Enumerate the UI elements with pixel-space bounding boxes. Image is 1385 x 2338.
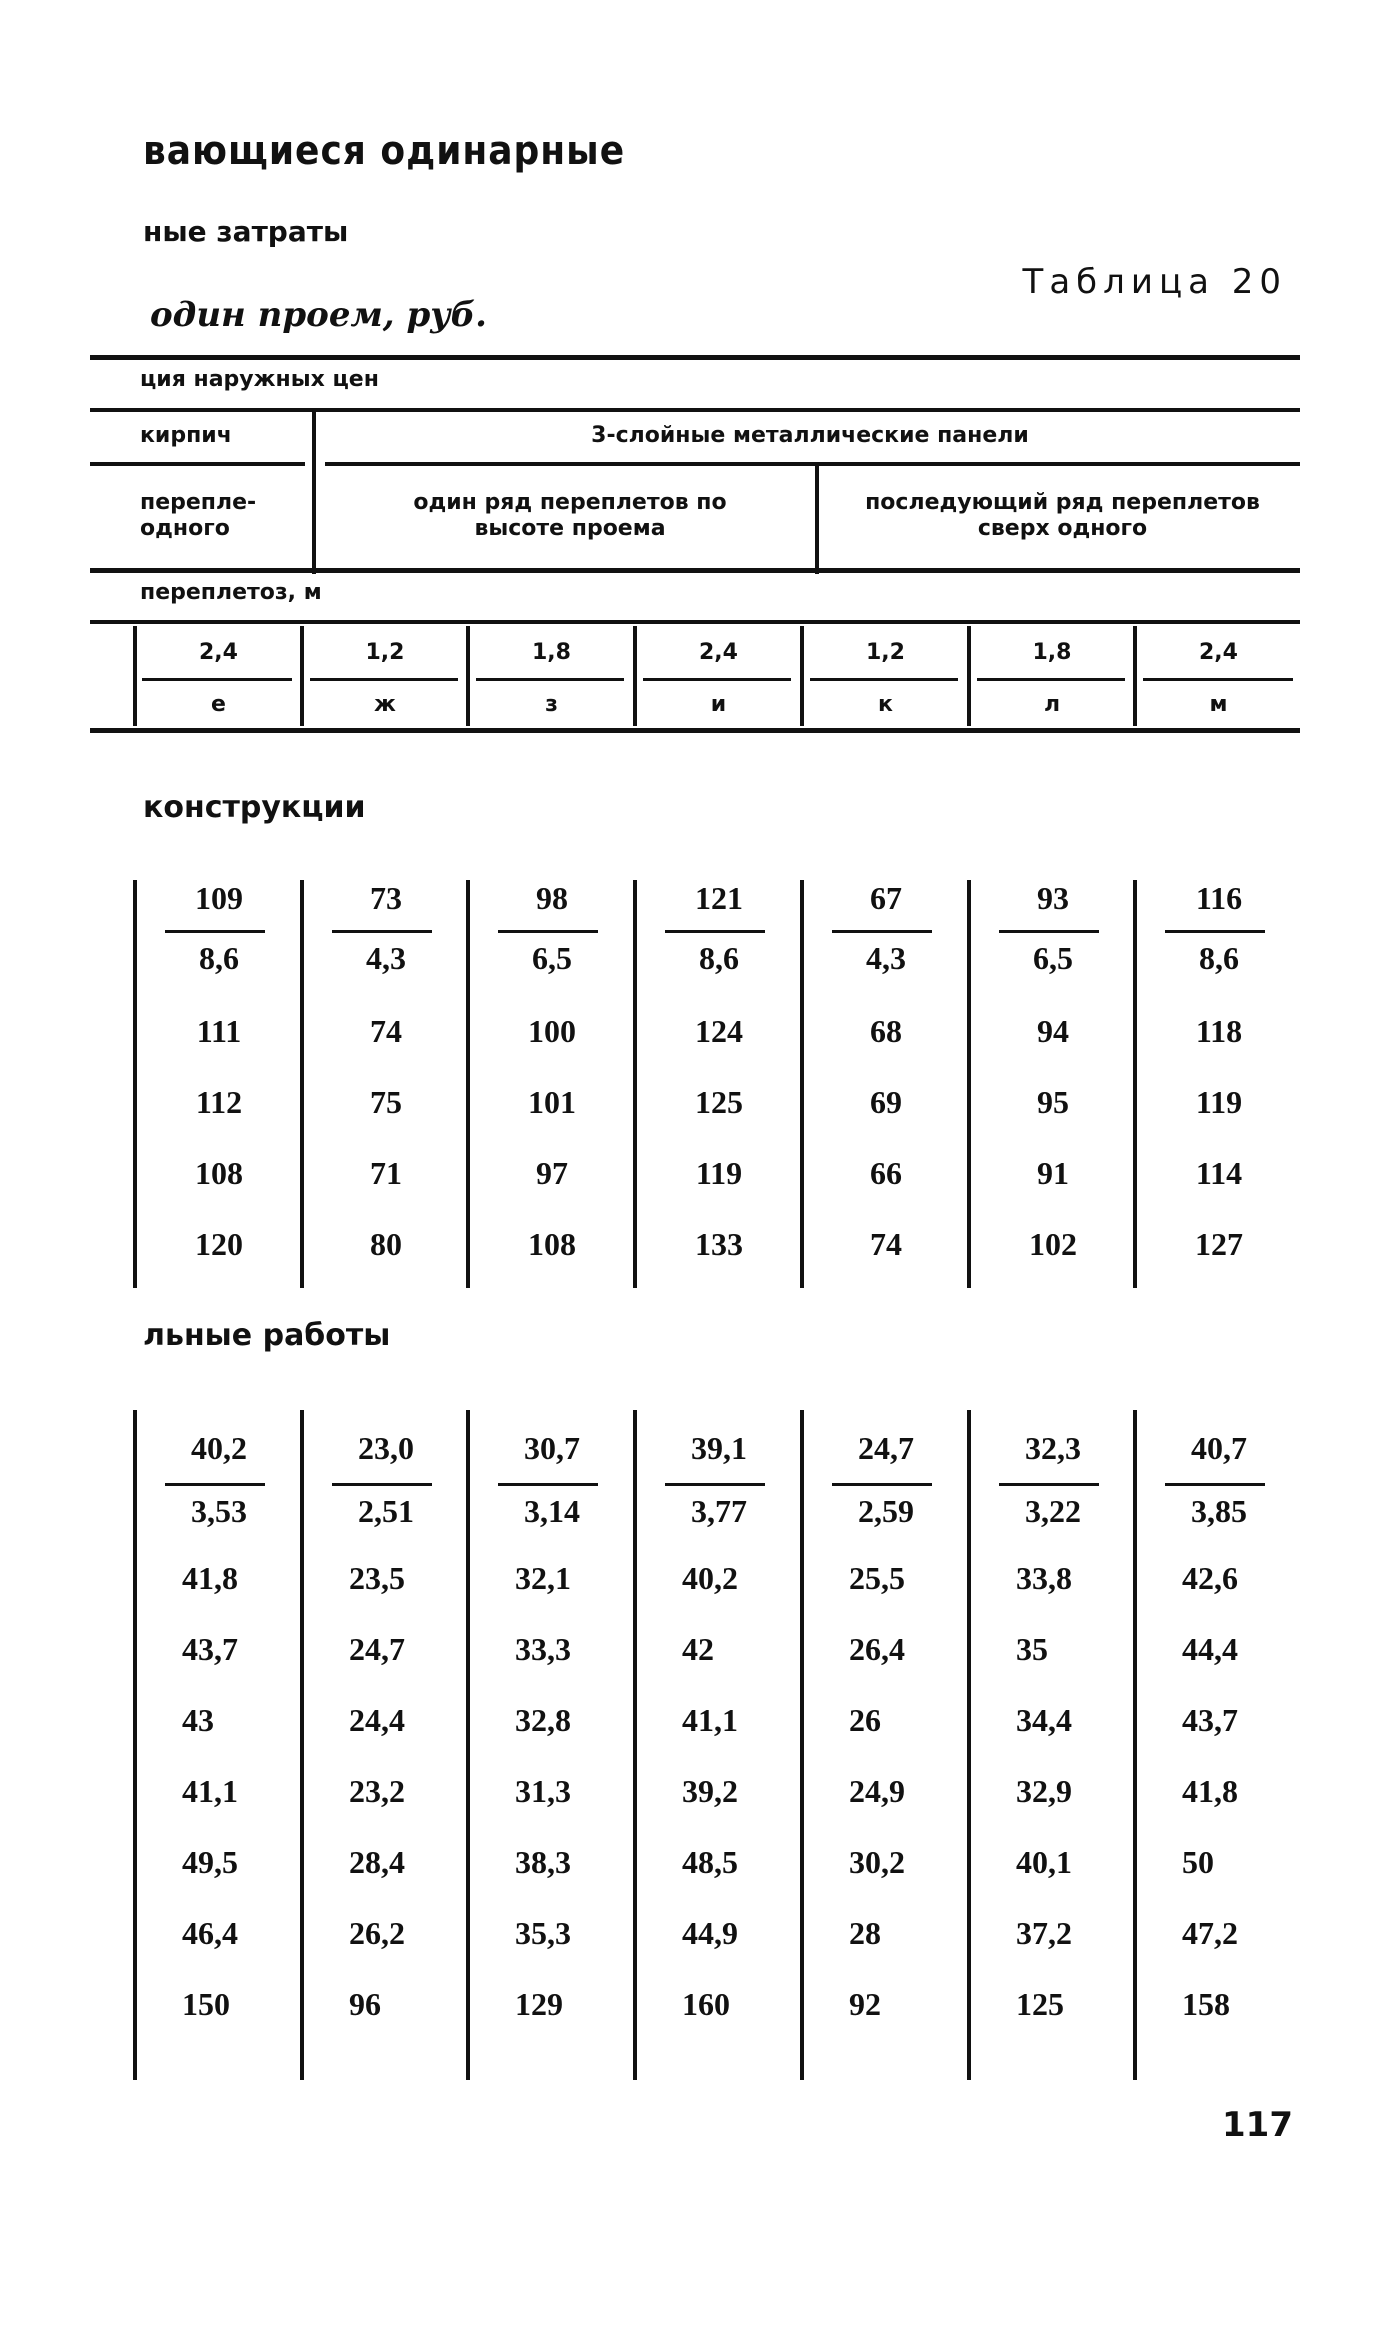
table-cell: 44,9 [682,1915,738,1951]
column-separator [1133,1410,1137,2080]
table-cell: 26,4 [849,1631,905,1667]
fraction-numerator: 30,7 [524,1430,580,1466]
fraction-numerator: 116 [1195,880,1243,916]
left-subheader: перепле- одного [140,490,257,541]
table-cell: 26 [849,1702,881,1738]
table-cell: 38,3 [515,1844,571,1880]
rule [325,462,1300,466]
column-separator [300,880,304,1288]
fraction-denominator: 2,59 [858,1493,914,1529]
table-cell: 112 [195,1084,243,1120]
fraction-bar [832,930,932,933]
table-cell: 68 [870,1013,902,1049]
table-cell: 101 [528,1084,576,1120]
table-cell: 100 [528,1013,576,1049]
fraction-denominator: 3,85 [1191,1493,1247,1529]
column-separator [300,1410,304,2080]
subheader-one-row: один ряд переплетов по высоте проема [413,490,727,541]
table-cell: 119 [695,1155,743,1191]
fraction-bar [332,1483,432,1486]
fraction-bar [1165,1483,1265,1486]
rule [90,408,1300,412]
fraction-bar [498,930,598,933]
table-cell: 32,8 [515,1702,571,1738]
fraction-bar [665,1483,765,1486]
table-cell: 48,5 [682,1844,738,1880]
fraction-denominator: 6,5 [1033,940,1073,976]
fraction-numerator: 32,3 [1025,1430,1081,1466]
fraction-denominator: 8,6 [1199,940,1239,976]
height-e: 2,4 [199,640,238,665]
fraction-denominator: 3,14 [524,1493,580,1529]
rule [90,620,1300,624]
table-cell: 69 [870,1084,902,1120]
letter-i: и [710,692,727,717]
section-title-works: льные работы [143,1318,391,1353]
table-cell: 32,9 [1016,1773,1072,1809]
table-label: Таблица 20 [1022,262,1287,302]
rule [90,568,1300,573]
table-cell: 124 [695,1013,743,1049]
table-cell: 41,8 [1182,1773,1238,1809]
rule [312,412,316,574]
table-cell: 80 [370,1226,402,1262]
table-cell: 28,4 [349,1844,405,1880]
rule [476,678,624,681]
fraction-bar [665,930,765,933]
table-cell: 23,5 [349,1560,405,1596]
rule [810,678,958,681]
fraction-denominator: 4,3 [366,940,406,976]
table-cell: 31,3 [515,1773,571,1809]
table-cell: 42,6 [1182,1560,1238,1596]
page-number: 117 [1222,2105,1293,2145]
column-separator [133,880,137,1288]
table-cell: 94 [1037,1013,1069,1049]
column-separator [1133,880,1137,1288]
rule [977,678,1125,681]
table-cell: 125 [695,1084,743,1120]
table-cell: 23,2 [349,1773,405,1809]
table-cell: 41,8 [182,1560,238,1596]
rule [310,678,458,681]
table-cell: 133 [695,1226,743,1262]
fraction-denominator: 3,22 [1025,1493,1081,1529]
table-cell: 74 [370,1013,402,1049]
height-zh: 1,2 [365,640,405,665]
table-cell: 158 [1182,1986,1230,2022]
table-cell: 92 [849,1986,881,2022]
fraction-bar [165,1483,265,1486]
table-cell: 28 [849,1915,881,1951]
column-separator [133,1410,137,2080]
table-cell: 118 [1195,1013,1243,1049]
table-cell: 33,8 [1016,1560,1072,1596]
letter-zh: ж [374,692,396,717]
table-cell: 120 [195,1226,243,1262]
table-cell: 43,7 [1182,1702,1238,1738]
table-cell: 25,5 [849,1560,905,1596]
height-k: 1,2 [866,640,905,665]
letter-k: к [878,692,893,717]
height-i: 2,4 [699,640,738,665]
column-separator [466,880,470,1288]
letter-m: м [1209,692,1228,717]
table-cell: 30,2 [849,1844,905,1880]
fraction-numerator: 39,1 [691,1430,747,1466]
table-cell: 24,4 [349,1702,405,1738]
rule [90,462,305,466]
col-group-right: 3-слойные металлические панели [591,423,1029,448]
fraction-numerator: 73 [370,880,402,916]
table-cell: 49,5 [182,1844,238,1880]
table-cell: 40,2 [682,1560,738,1596]
table-cell: 33,3 [515,1631,571,1667]
fraction-bar [1165,930,1265,933]
fraction-bar [832,1483,932,1486]
table-cell: 119 [1195,1084,1243,1120]
fraction-numerator: 40,7 [1191,1430,1247,1466]
column-separator [800,880,804,1288]
table-cell: 26,2 [349,1915,405,1951]
unit-caption: один проем, руб. [150,295,487,335]
table-head-bottom-rule [90,728,1300,733]
fraction-bar [332,930,432,933]
table-cell: 50 [1182,1844,1214,1880]
fraction-denominator: 8,6 [199,940,239,976]
table-cell: 40,1 [1016,1844,1072,1880]
fraction-numerator: 109 [195,880,243,916]
table-cell: 91 [1037,1155,1069,1191]
column-separator [633,880,637,1288]
table-cell: 37,2 [1016,1915,1072,1951]
rule [643,678,791,681]
height-m: 2,4 [1199,640,1238,665]
rule [1143,678,1293,681]
height-row-label: переплетоз, м [140,580,322,605]
table-cell: 39,2 [682,1773,738,1809]
table-cell: 71 [370,1155,402,1191]
fraction-bar [165,930,265,933]
letter-e: е [211,692,226,717]
table-cell: 24,7 [349,1631,405,1667]
table-cell: 108 [195,1155,243,1191]
height-z: 1,8 [532,640,571,665]
head-row1: ция наружных цен [140,367,379,392]
table-cell: 160 [682,1986,730,2022]
table-cell: 34,4 [1016,1702,1072,1738]
table-cell: 41,1 [182,1773,238,1809]
table-cell: 74 [870,1226,902,1262]
fraction-numerator: 93 [1037,880,1069,916]
fraction-denominator: 4,3 [866,940,906,976]
table-cell: 32,1 [515,1560,571,1596]
table-cell: 43 [182,1702,214,1738]
section-heading: ные затраты [143,215,349,248]
table-cell: 95 [1037,1084,1069,1120]
table-cell: 35 [1016,1631,1048,1667]
subheader-next-row: последующий ряд переплетов сверх одного [865,490,1260,541]
fraction-denominator: 3,77 [691,1493,747,1529]
table-cell: 47,2 [1182,1915,1238,1951]
fraction-numerator: 67 [870,880,902,916]
rule [142,678,292,681]
table-cell: 44,4 [1182,1631,1238,1667]
fraction-numerator: 23,0 [358,1430,414,1466]
table-cell: 127 [1195,1226,1243,1262]
height-l: 1,8 [1032,640,1072,665]
fraction-denominator: 8,6 [699,940,739,976]
letter-l: л [1043,692,1061,717]
column-separator [466,1410,470,2080]
fraction-numerator: 121 [695,880,743,916]
table-cell: 75 [370,1084,402,1120]
fraction-denominator: 3,53 [191,1493,247,1529]
table-top-rule [90,355,1300,360]
col-group-left: кирпич [140,423,232,448]
table-cell: 114 [1195,1155,1243,1191]
table-cell: 41,1 [682,1702,738,1738]
fraction-bar [999,930,1099,933]
table-cell: 125 [1016,1986,1064,2022]
table-cell: 96 [349,1986,381,2022]
fraction-bar [498,1483,598,1486]
table-cell: 66 [870,1155,902,1191]
table-cell: 111 [196,1013,242,1049]
fraction-numerator: 40,2 [191,1430,247,1466]
column-separator [633,1410,637,2080]
table-cell: 108 [528,1226,576,1262]
table-cell: 24,9 [849,1773,905,1809]
table-cell: 102 [1029,1226,1077,1262]
fraction-bar [999,1483,1099,1486]
table-cell: 97 [536,1155,568,1191]
fraction-denominator: 2,51 [358,1493,414,1529]
table-cell: 46,4 [182,1915,238,1951]
letter-z: з [545,692,558,717]
fraction-numerator: 24,7 [858,1430,914,1466]
table-cell: 129 [515,1986,563,2022]
column-separator [967,1410,971,2080]
fraction-denominator: 6,5 [532,940,572,976]
table-cell: 42 [682,1631,714,1667]
fraction-numerator: 98 [536,880,568,916]
section-title-constructions: конструкции [143,790,366,825]
table-cell: 43,7 [182,1631,238,1667]
page-heading: вающиеся одинарные [143,128,626,174]
table-cell: 150 [182,1986,230,2022]
table-cell: 35,3 [515,1915,571,1951]
column-separator [967,880,971,1288]
column-separator [800,1410,804,2080]
rule [815,466,819,574]
